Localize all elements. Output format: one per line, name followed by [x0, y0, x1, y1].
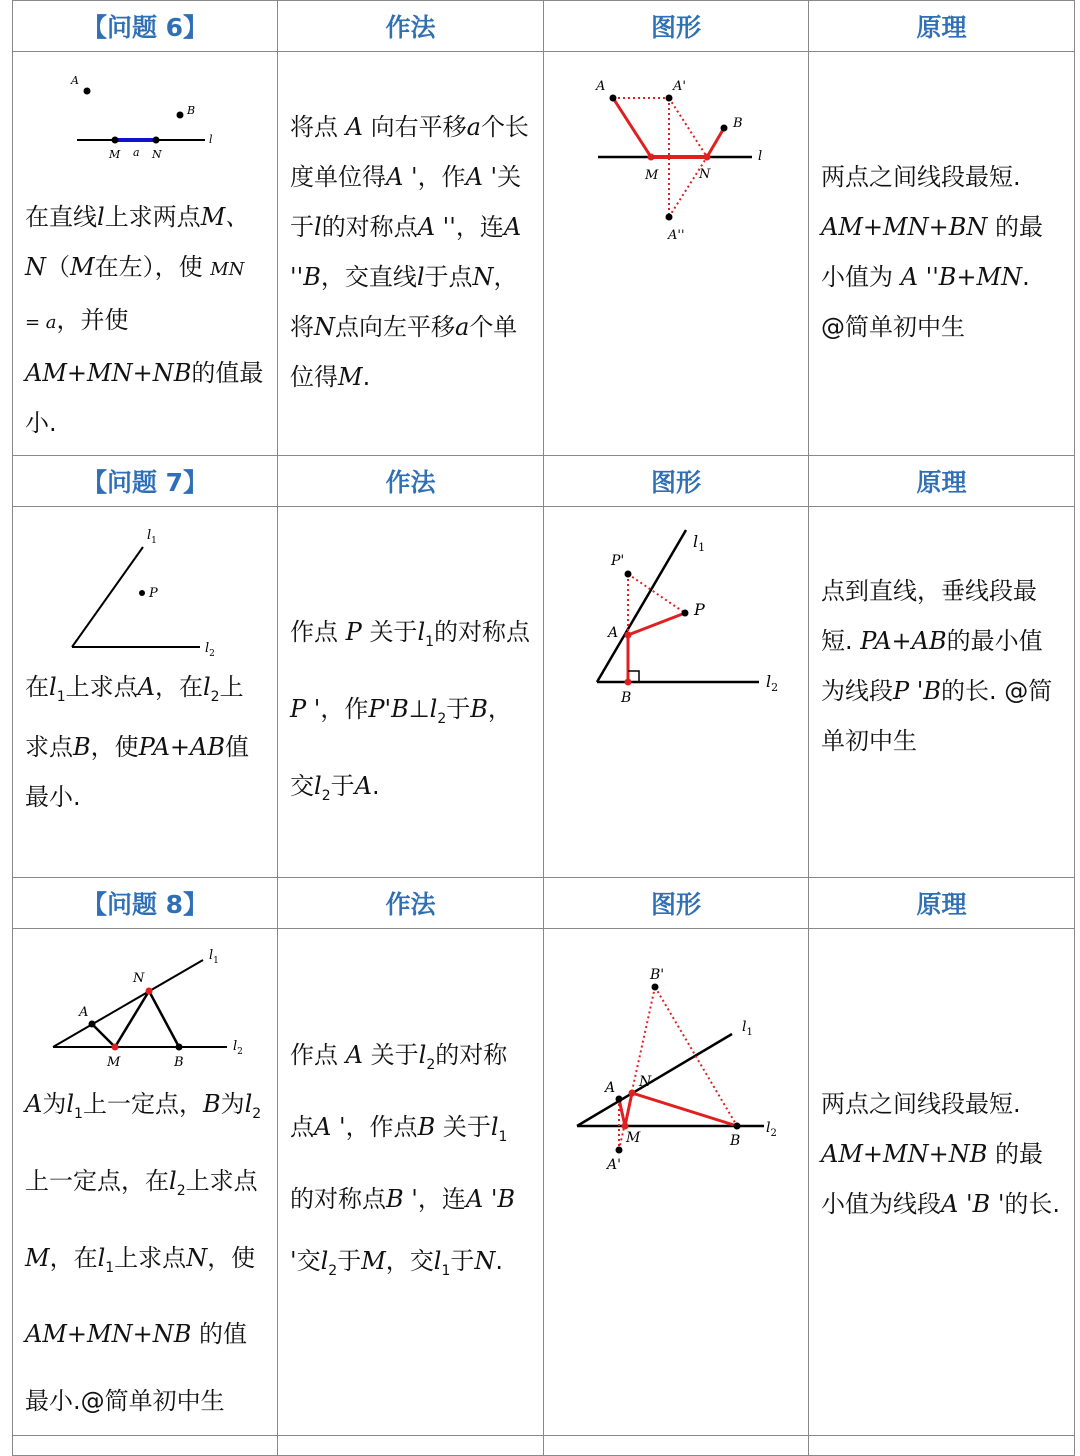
fig-label: P' [611, 553, 625, 569]
text: 于 [337, 1246, 362, 1275]
text: 点到直线，垂线段最短. [821, 577, 1037, 655]
text: PA+AB [860, 627, 947, 655]
principle-6-text [809, 52, 1074, 352]
figure-6-cell [544, 52, 809, 456]
text: ，在 [154, 673, 203, 701]
fig-label: A' [673, 79, 686, 94]
text: M [25, 1243, 50, 1272]
method-header: 作法 [278, 1, 544, 52]
text: 上求点 [185, 1166, 258, 1195]
fig-label: $l_1$ [147, 528, 157, 546]
method-table [12, 0, 1074, 1456]
text: 为 [42, 1090, 67, 1118]
fig-label: M [107, 1055, 121, 1070]
text: 的对称点 [290, 1041, 508, 1141]
text: ，作 [320, 694, 369, 723]
text: B [417, 1112, 436, 1141]
fig-label: P [694, 600, 705, 619]
problem-8-text [13, 1071, 277, 1435]
text: 点向左平移 [335, 313, 455, 341]
fig-label: N [152, 148, 162, 161]
fig-label: $l_1$ [209, 948, 219, 966]
figure-header: 图形 [544, 456, 809, 507]
text: 1 [441, 1262, 451, 1279]
watermark-text: @简单初中生 [80, 1387, 225, 1416]
text: l [416, 263, 425, 291]
header-row-6 [13, 1, 1075, 52]
text: a [466, 113, 481, 141]
figure-8-diagram [544, 929, 807, 1189]
text: M [70, 253, 95, 281]
empty-cell [544, 1436, 809, 1456]
text: 为 [220, 1090, 245, 1118]
text: l [314, 771, 322, 800]
text: M [361, 1246, 386, 1275]
text: l [97, 203, 105, 231]
fig-label: A [605, 1080, 616, 1096]
text: M [338, 363, 363, 391]
text: A 'B ' [290, 1184, 516, 1275]
text: P'B [368, 694, 409, 723]
text: 2 [252, 1105, 262, 1122]
text: 的最小值为线段 [821, 1140, 1043, 1218]
text: 于 [450, 1246, 475, 1275]
method-8-text [278, 929, 543, 1301]
empty-cell [13, 1436, 278, 1456]
text: 的最小值为 [821, 213, 1043, 291]
text: A ' [314, 1112, 346, 1141]
content-row-8 [13, 929, 1075, 1436]
fig-label: $l_2$ [766, 1120, 777, 1139]
text: 的值最小. [25, 359, 264, 437]
text: AM+MN+NB [25, 1320, 192, 1349]
text: ⊥ [408, 694, 430, 723]
text: ，作 [417, 163, 466, 191]
fig-label: M [109, 148, 121, 161]
fig-label: $l_1$ [742, 1019, 753, 1038]
text: 2 [176, 1182, 186, 1199]
fig-label: $l_2$ [766, 672, 779, 694]
text: B ' [386, 1184, 418, 1213]
text: 2 [437, 710, 447, 727]
principle-7-text [809, 507, 1074, 766]
text: ，交 [385, 1246, 434, 1275]
text: 将点 [290, 113, 338, 141]
fig-label: a [133, 146, 140, 159]
text: （ [46, 253, 70, 281]
method-7-text [278, 507, 543, 829]
text: 的长. [1004, 1190, 1061, 1218]
text: PA+AB [138, 732, 225, 761]
text: ，并使 [56, 306, 129, 334]
text: l [169, 1166, 177, 1195]
text: 个长度单位得 [290, 113, 529, 191]
text: A [345, 113, 363, 141]
problem-6-figure [13, 52, 276, 192]
fig-label: B [621, 690, 632, 706]
problem-6-label: 【问题 6】 [13, 1, 278, 52]
fig-label: A'' [668, 228, 685, 243]
fig-label: A [596, 79, 606, 94]
text: MN = a [25, 259, 245, 333]
text: 关于 [442, 1112, 491, 1141]
header-row-7 [13, 456, 1075, 507]
text: 上求两点 [104, 203, 201, 231]
text: 个单位得 [290, 313, 518, 391]
text: l [244, 1090, 253, 1118]
text: 的最小值为线段 [821, 627, 1043, 705]
text: . [1022, 263, 1030, 291]
method-8-cell [278, 929, 544, 1436]
text: B [73, 732, 91, 761]
text: 在 [25, 673, 49, 701]
figure-8-cell [544, 929, 809, 1436]
fig-label: $l_1$ [693, 532, 706, 554]
text: l [418, 1041, 427, 1069]
method-7-cell [278, 507, 544, 878]
text: 值最小. [25, 732, 249, 811]
fig-label: B [733, 116, 743, 131]
text: ，交直线 [320, 263, 417, 291]
text: A [137, 673, 155, 701]
text: 作点 [290, 1041, 338, 1069]
text: 两点之间线段最短. [821, 163, 1021, 191]
text: l [314, 213, 322, 241]
text: AM+MN+NB [25, 359, 192, 387]
text: B [202, 1090, 221, 1118]
text: 关于 [370, 1041, 419, 1069]
text: 向右平移 [370, 113, 467, 141]
fig-label: B [730, 1133, 741, 1149]
text: ，连 [455, 213, 504, 241]
text: A '' [417, 213, 456, 241]
method-header: 作法 [278, 456, 544, 507]
text: 作点 [290, 618, 338, 646]
header-row-8 [13, 878, 1075, 929]
text: 上求点 [114, 1243, 187, 1272]
text: ，在 [49, 1243, 98, 1272]
text: 1 [105, 1259, 115, 1276]
text: P ' [290, 694, 321, 723]
text: N [314, 313, 335, 341]
watermark-text: @简单初中生 [821, 677, 1053, 755]
problem-8-label: 【问题 8】 [13, 878, 278, 929]
text: l [66, 1090, 75, 1118]
text: 1 [74, 1105, 83, 1122]
problem-6-text [13, 192, 277, 448]
text: . [495, 1246, 504, 1275]
principle-8-cell [809, 929, 1075, 1436]
problem-7-label: 【问题 7】 [13, 456, 278, 507]
text: ，作点 [345, 1112, 418, 1141]
text: l [97, 1243, 106, 1272]
problem-7-figure [13, 507, 276, 662]
text: 于 [446, 694, 471, 723]
text: 1 [425, 633, 435, 650]
fig-label: B [174, 1055, 184, 1070]
text: 1 [498, 1128, 508, 1145]
text: P [345, 618, 362, 646]
text: 两点之间线段最短. [821, 1090, 1021, 1118]
text: N [186, 1243, 208, 1272]
text: 关于 [369, 618, 418, 646]
principle-header: 原理 [809, 878, 1075, 929]
figure-header: 图形 [544, 1, 809, 52]
problem-8-cell [13, 929, 278, 1436]
fig-label: P [149, 586, 158, 601]
principle-7-cell [809, 507, 1075, 878]
fig-label: $l_2$ [205, 641, 215, 659]
content-row-7 [13, 507, 1075, 878]
text: 的长. [941, 677, 997, 705]
fig-label: A' [607, 1157, 621, 1173]
text: N [474, 1246, 496, 1275]
fig-label: A [71, 74, 79, 87]
text: 2 [321, 787, 331, 804]
fig-label: B' [650, 967, 665, 983]
fig-label: $l_2$ [233, 1039, 243, 1057]
text: a [455, 313, 470, 341]
problem-7-cell [13, 507, 278, 878]
text: 2 [426, 1056, 436, 1073]
text: 上一定点， [82, 1090, 203, 1118]
text: l [202, 673, 211, 701]
text: 2 [328, 1262, 338, 1279]
text: 上求点 [25, 673, 244, 761]
empty-cell [809, 1436, 1075, 1456]
text: ，将 [290, 263, 518, 341]
text: l [490, 1112, 499, 1141]
fig-label: M [645, 168, 659, 183]
text: 在直线 [25, 203, 97, 231]
text: 的值最小. [25, 1320, 247, 1416]
problem-7-text [13, 662, 277, 822]
problem-6-cell [13, 52, 278, 456]
text: 上求点 [65, 673, 138, 701]
fig-label: l [209, 133, 213, 146]
text: A ' [465, 163, 498, 191]
text: l [49, 673, 57, 701]
text: . [371, 771, 380, 800]
text: l [417, 618, 426, 646]
text: ，使 [90, 732, 139, 761]
text: B [470, 694, 488, 723]
fig-label: A [608, 625, 619, 641]
principle-header: 原理 [809, 456, 1075, 507]
text: 上一定点，在 [25, 1166, 169, 1195]
empty-cell [278, 1436, 544, 1456]
figure-header: 图形 [544, 878, 809, 929]
text: A ' [386, 163, 418, 191]
figure-6-diagram [544, 52, 807, 252]
text: ，交 [290, 694, 512, 800]
text: ，使 [207, 1243, 256, 1272]
problem-8-figure [13, 929, 276, 1079]
fig-label: N [133, 971, 145, 986]
figure-7-diagram [544, 507, 807, 717]
method-6-text [278, 52, 543, 402]
text: 的对称点 [321, 213, 418, 241]
fig-label: N [699, 167, 711, 182]
fig-label: B [187, 104, 196, 117]
principle-8-text [809, 929, 1074, 1229]
text: l [429, 694, 438, 723]
text: . [362, 363, 371, 391]
content-row-6 [13, 52, 1075, 456]
text: 1 [56, 688, 66, 705]
fig-label: A [79, 1005, 89, 1020]
figure-7-cell [544, 507, 809, 878]
trailing-row [13, 1436, 1075, 1456]
text: 交 [296, 1246, 321, 1275]
text: 的对称点 [434, 618, 531, 646]
text: 的对称点 [290, 1184, 386, 1213]
text: ，连 [417, 1184, 466, 1213]
text: A 'B ' [941, 1190, 1005, 1218]
text: l [433, 1246, 442, 1275]
principle-6-cell [809, 52, 1075, 456]
method-header: 作法 [278, 878, 544, 929]
text: AM+MN+BN [821, 213, 988, 241]
fig-label: N [639, 1074, 652, 1090]
text: A [354, 771, 372, 800]
text: AM+MN+NB [821, 1140, 988, 1168]
text: A ''B [290, 213, 522, 291]
text: A ''B+MN [900, 263, 1023, 291]
text: 关于 [290, 163, 522, 241]
text: N [472, 263, 494, 291]
text: A [345, 1041, 363, 1069]
fig-label: M [626, 1130, 641, 1146]
fig-label: l [758, 149, 763, 164]
text: 于 [330, 771, 355, 800]
text: M、N [25, 203, 250, 281]
text: l [320, 1246, 329, 1275]
watermark-text: @简单初中生 [821, 313, 965, 341]
text: 于点 [424, 263, 473, 291]
text: 2 [210, 688, 220, 705]
text: P 'B [893, 677, 942, 705]
method-6-cell [278, 52, 544, 456]
text: A [25, 1090, 43, 1118]
text: 在左），使 [94, 253, 203, 281]
principle-header: 原理 [809, 1, 1075, 52]
